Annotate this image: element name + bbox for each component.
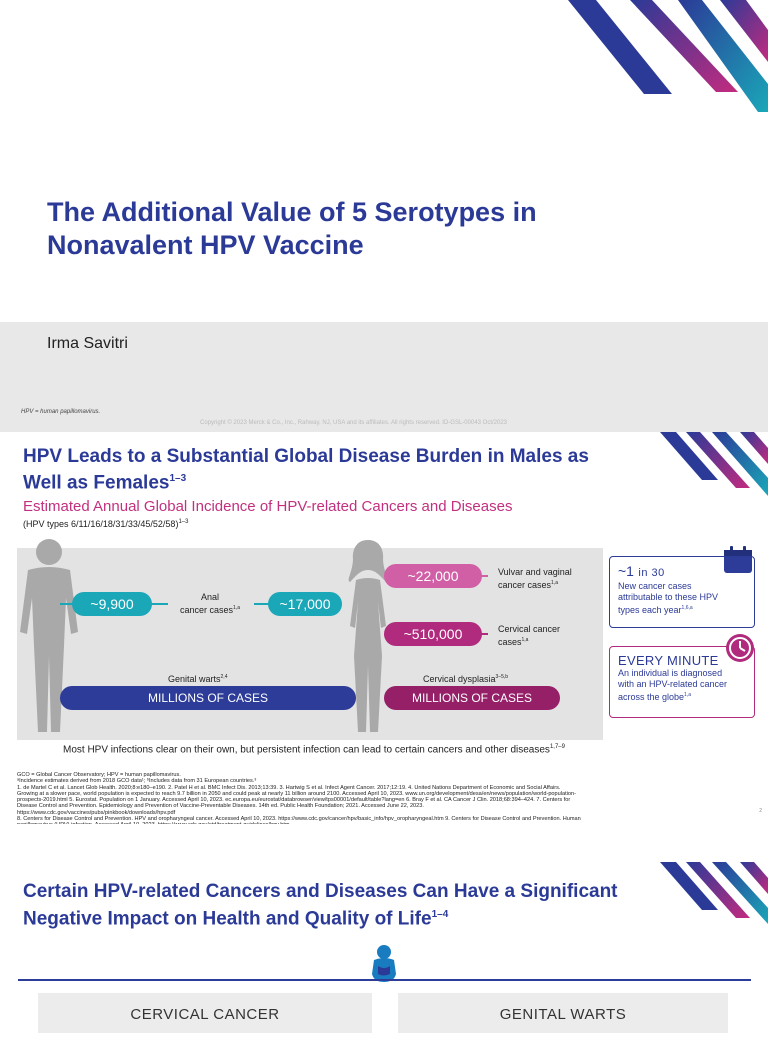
decorative-stripes: [560, 0, 768, 112]
calendar-icon: [723, 546, 753, 574]
slide-title: HPV Leads to a Substantial Global Disease Burden in Males as Well as Females$^{1-3}$: [23, 446, 589, 494]
disease-burden-slide: [0, 432, 768, 824]
ref-line: Growing at a slower pace, world population is expected to reach 9.7 billion in 2050 and could peak at nearly 11 billion around 2100. Accessed April 10, 2023. www.un.org/development/desa/en/news/population/world-population-: [17, 790, 577, 797]
genital-warts-header: GENITAL WARTS: [398, 993, 728, 1033]
slide-title: Certain HPV-related Cancers and Diseases Can Have a Significant Negative Impact on Health and Quality of Life$^{1-4}$: [23, 881, 618, 930]
person-hugging-knees-icon: [368, 944, 400, 984]
anal-cancer-label: Anal cancer cases$^{1,a}$: [180, 592, 240, 615]
ref-line: ᵃIncidence estimates derived from 2018 GCO data¹; ᵇIncludes data from 31 European countries.³: [17, 778, 257, 785]
anal-cancer-female-value: ~17,000: [268, 592, 342, 616]
stat-text: New cancer cases attributable to these HPV types each year$^{1,6,a}$: [618, 581, 719, 615]
vulvar-label: Vulvar and vaginal cancer cases$^{1,a}$: [498, 567, 572, 590]
cervical-label: Cervical cancer cases$^{1,a}$: [498, 624, 561, 647]
ref-line: 8. Centers for Disease Control and Prevention. HPV and oropharyngeal cancer. Accessed April 10, 2023. https://www.cdc.gov/cancer/hpv/basic_info/hpv_oropharyngeal.htm 9. Centers for Disease Control and Prevention. Human: [17, 816, 581, 823]
anal-cancer-male-value: ~9,900: [72, 592, 152, 616]
cervical-value: ~510,000: [384, 622, 482, 646]
decorative-stripes: [660, 862, 768, 924]
ref-line: https://www.cdc.gov/vaccines/pubs/pinkbook/downloads/hpv.pdf: [17, 809, 176, 816]
decorative-stripes: [660, 432, 768, 502]
cervical-cancer-header: CERVICAL CANCER: [38, 993, 372, 1033]
stat-headline: EVERY MINUTE: [618, 653, 719, 668]
impact-slide: [0, 824, 768, 1024]
genital-warts-bar: MILLIONS OF CASES: [60, 686, 356, 710]
slide-title: The Additional Value of 5 Serotypes in Nonavalent HPV Vaccine: [47, 197, 537, 260]
divider-line: [18, 979, 751, 981]
title-slide: [0, 0, 768, 432]
stat-headline: ~1 in 30: [618, 563, 665, 579]
cervical-dysplasia-bar: MILLIONS OF CASES: [384, 686, 560, 710]
footnote: HPV = human papillomavirus.: [21, 409, 101, 415]
vulvar-value: ~22,000: [384, 564, 482, 588]
copyright: Copyright © 2023 Merck & Co., Inc., Rahway, NJ, USA and its affiliates. All rights reserved. ID-GSL-00043 Oct/2023: [200, 420, 508, 426]
clock-icon: [724, 632, 756, 664]
page-number: 2: [759, 808, 762, 814]
author-name: Irma Savitri: [47, 335, 128, 352]
references: [17, 772, 757, 829]
ref-line: Disease Control and Prevention. Epidemiology and Prevention of Vaccine-Preventable Diseases. 14th ed. Public Health Foundation; 2021. Accessed June 22, 2023.: [17, 803, 424, 810]
hpv-types: (HPV types 6/11/16/18/31/33/45/52/58)$^{1-3}$: [23, 519, 189, 529]
ref-line: prospects-2019.html 5. Eurostat. Population on 1 January. Accessed April 10, 2023. ec.europa.eu/eurostat/databrowser/view/tps00001/default/table?lang=en 6. Bray F et al. CA Cancer J Clin. 2018;68:394–424. 7. Centers for: [17, 797, 571, 804]
genital-warts-label: Genital warts$^{2,4}$: [168, 674, 228, 684]
stat-text: An individual is diagnosed with an HPV-related cancer across the globe$^{1,a}$: [618, 668, 728, 702]
ref-line: GCO = Global Cancer Observatory; HPV = human papillomavirus.: [17, 772, 181, 778]
ref-line: 1. de Martel C et al. Lancet Glob Health. 2020;8:e180–e190. 2. Patel H et al. BMC Infect Dis. 2013;13:39. 3. Hartwig S et al. Infect Agent Cancer. 2017;12:19. 4. United Nations Department of Economic and Social Affairs.: [17, 784, 561, 791]
cervical-dysplasia-label: Cervical dysplasia$^{3-5,b}$: [423, 674, 509, 684]
chart-subtitle: Estimated Annual Global Incidence of HPV-related Cancers and Diseases: [23, 498, 513, 515]
key-statement: Most HPV infections clear on their own, but persistent infection can lead to certain cancers and other diseases$^{1,7-9}$: [63, 744, 565, 756]
